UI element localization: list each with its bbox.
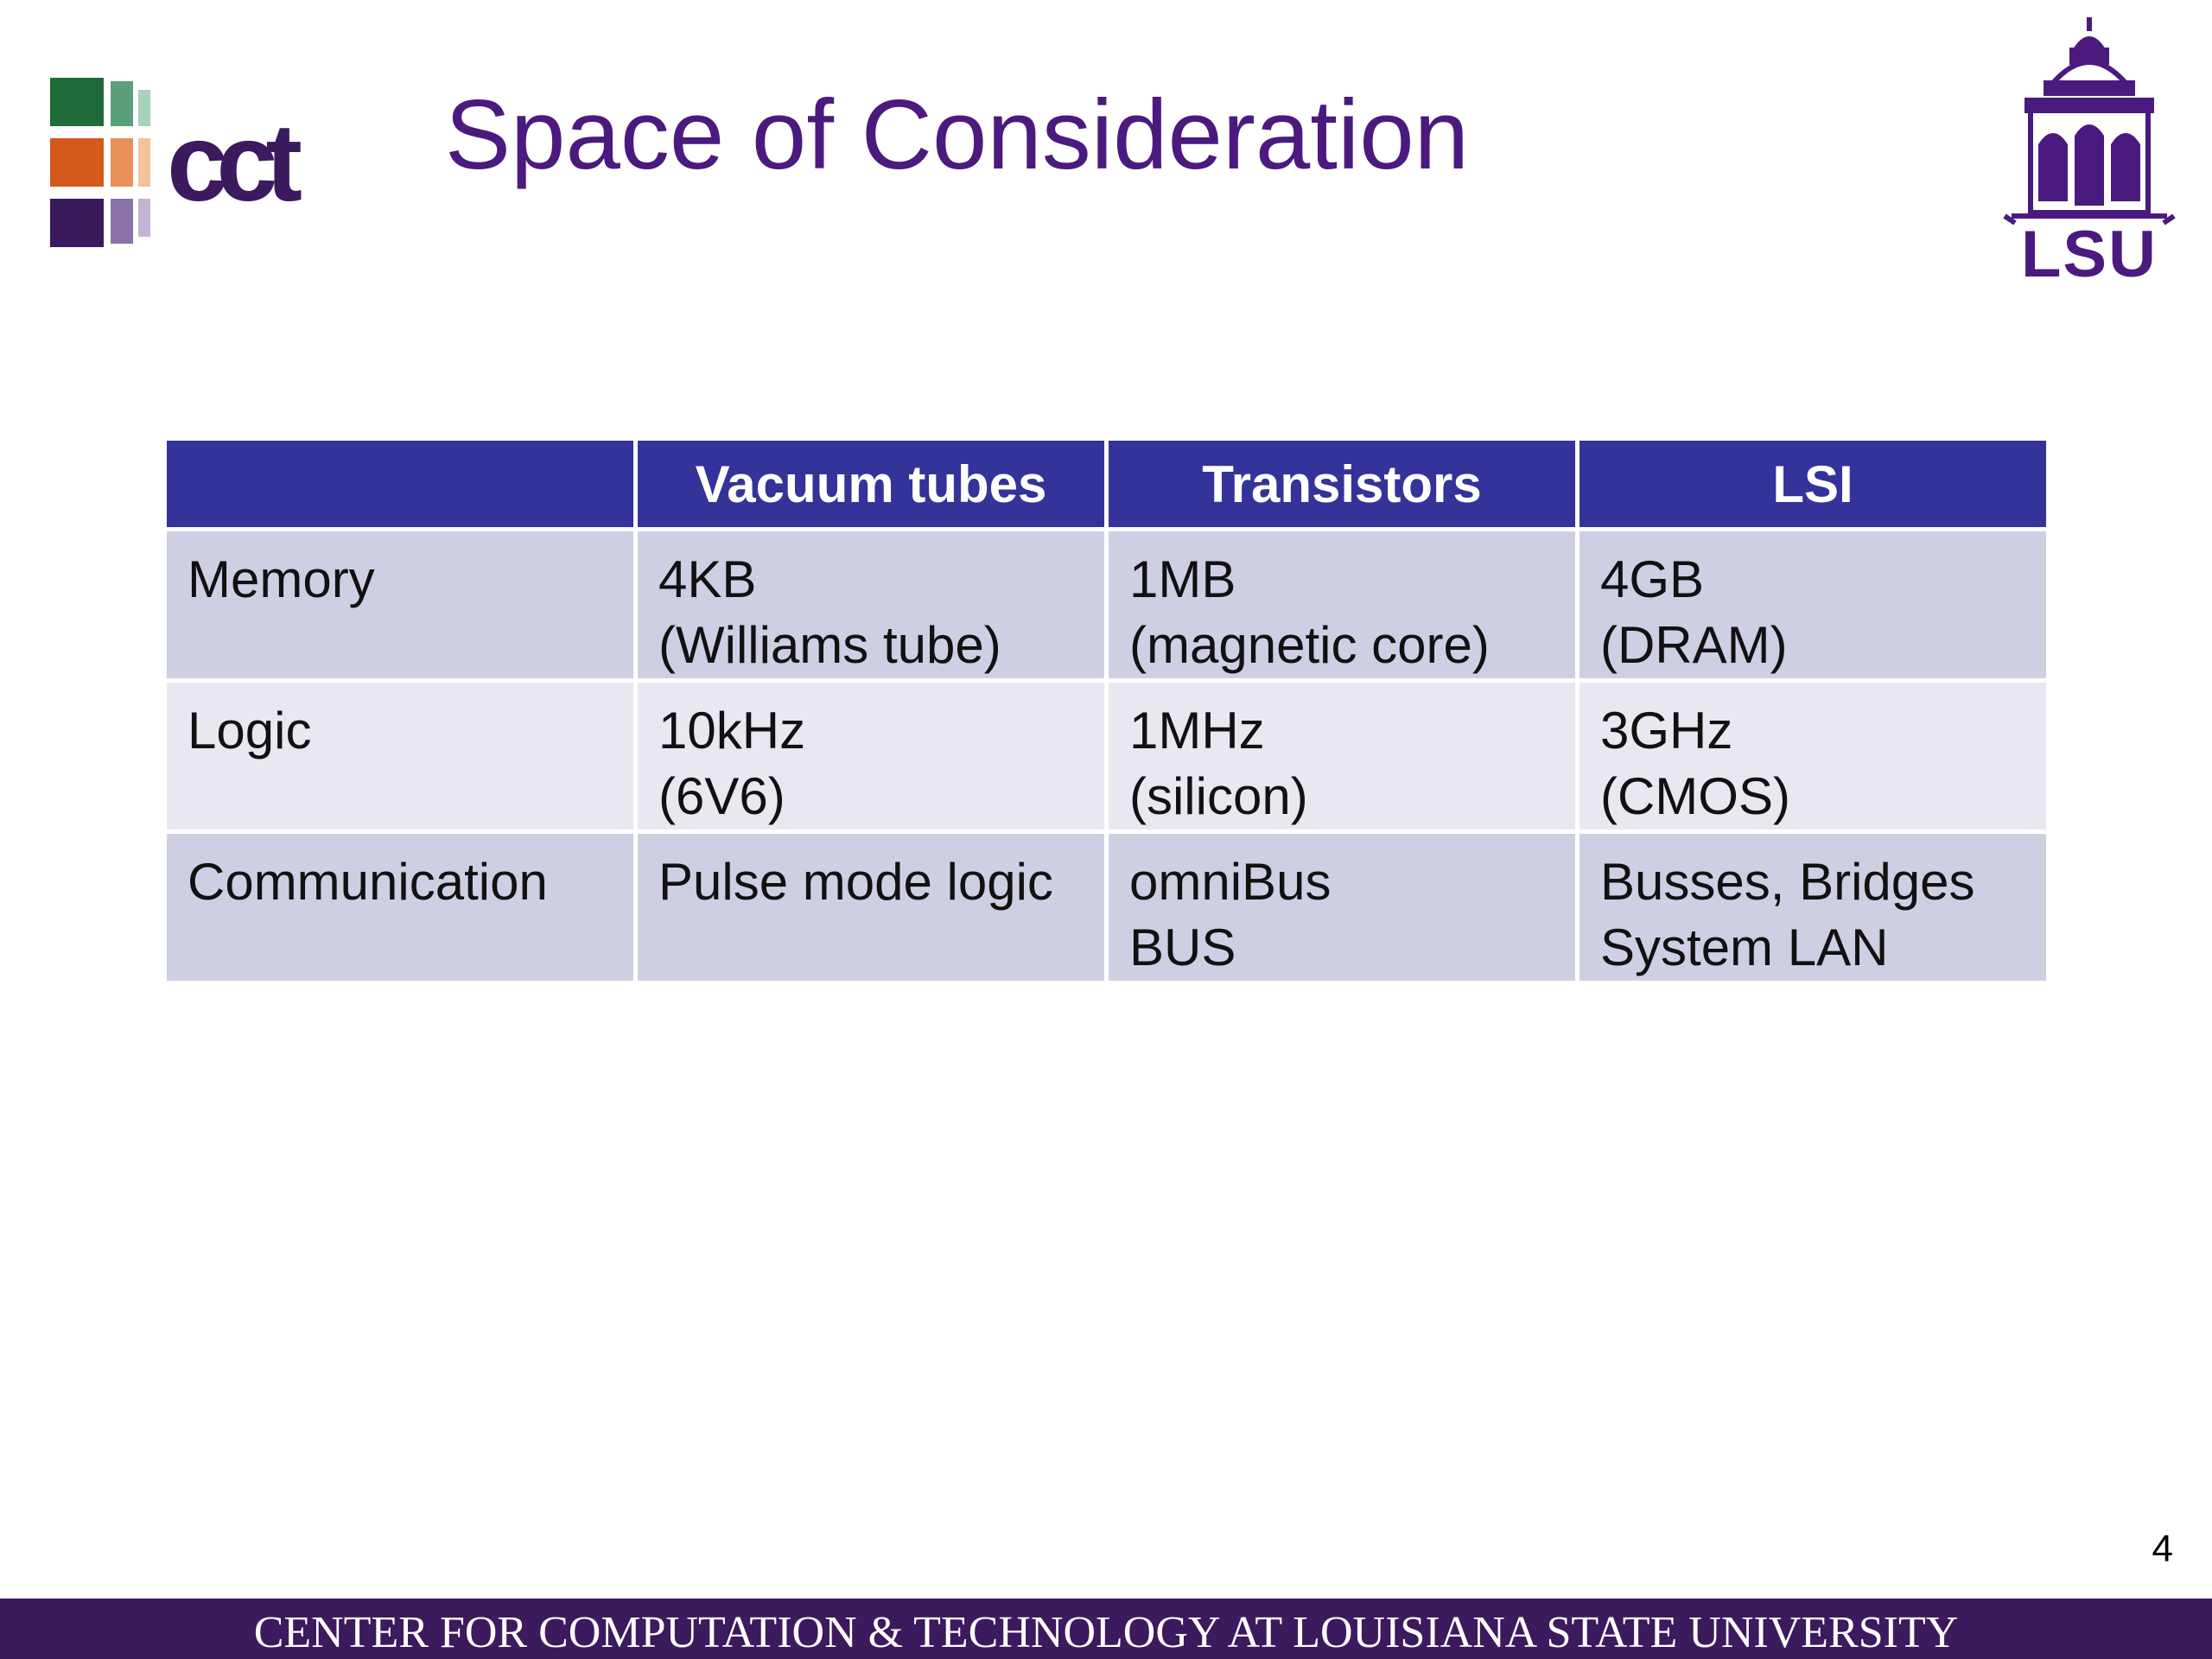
cell-value: 4KB: [658, 550, 757, 608]
table-cell: [1580, 531, 2046, 678]
cell-detail: (6V6): [658, 767, 785, 825]
table-cell: [638, 683, 1104, 830]
comparison-table: [162, 436, 2050, 985]
header-cell-lsi: LSI: [1580, 441, 2046, 527]
header-cell-empty: [167, 441, 633, 527]
lsu-wordmark: LSU: [2021, 218, 2158, 282]
cell-value: 4GB: [1600, 550, 1705, 608]
table-cell: [1580, 683, 2046, 830]
cell-detail: (CMOS): [1600, 767, 1790, 825]
slide-title: Space of Consideration: [445, 80, 1470, 190]
header-cell-vacuum-tubes: Vacuum tubes: [638, 441, 1104, 527]
row-label-text: Communication: [188, 853, 548, 911]
row-label-text: Memory: [188, 550, 375, 608]
row-label-logic: [167, 683, 633, 830]
table-cell: [1109, 834, 1575, 981]
comparison-table-container: [167, 441, 2046, 981]
page-number: 4: [2152, 1528, 2173, 1570]
cell-detail: (magnetic core): [1129, 616, 1490, 674]
footer-bar: [0, 1599, 2212, 1659]
table-row: [167, 531, 2046, 678]
cell-value: Pulse mode logic: [658, 853, 1053, 911]
table-cell: [1109, 531, 1575, 678]
cct-logo: [50, 78, 385, 251]
footer-text: CENTER FOR COMPUTATION & TECHNOLOGY AT LOUISIANA STATE UNIVERSITY: [253, 1608, 1959, 1657]
cell-value: 1MB: [1129, 550, 1236, 608]
cell-value: 3GHz: [1600, 702, 1733, 760]
cell-value: Busses, Bridges: [1600, 853, 1975, 911]
table-cell: [1580, 834, 2046, 981]
table-header-row: [167, 441, 2046, 527]
table-row: [167, 834, 2046, 981]
table-cell: [1109, 683, 1575, 830]
lsu-logo: [2003, 16, 2176, 282]
table-cell: [638, 531, 1104, 678]
row-label-text: Logic: [188, 702, 312, 760]
cell-value: 1MHz: [1129, 702, 1265, 760]
table-cell: [638, 834, 1104, 981]
cell-value: omniBus: [1129, 853, 1332, 911]
cell-detail: System LAN: [1600, 918, 1889, 976]
header-cell-transistors: Transistors: [1109, 441, 1575, 527]
table-row: [167, 683, 2046, 830]
row-label-communication: [167, 834, 633, 981]
cell-detail: (silicon): [1129, 767, 1308, 825]
tower-icon: [2005, 17, 2174, 223]
cct-wordmark: cct: [167, 101, 290, 225]
cell-value: 10kHz: [658, 702, 806, 760]
row-label-memory: [167, 531, 633, 678]
cct-grid-icon: [50, 78, 150, 247]
cell-detail: (DRAM): [1600, 616, 1788, 674]
cell-detail: (Williams tube): [658, 616, 1001, 674]
cell-detail: BUS: [1129, 918, 1236, 976]
